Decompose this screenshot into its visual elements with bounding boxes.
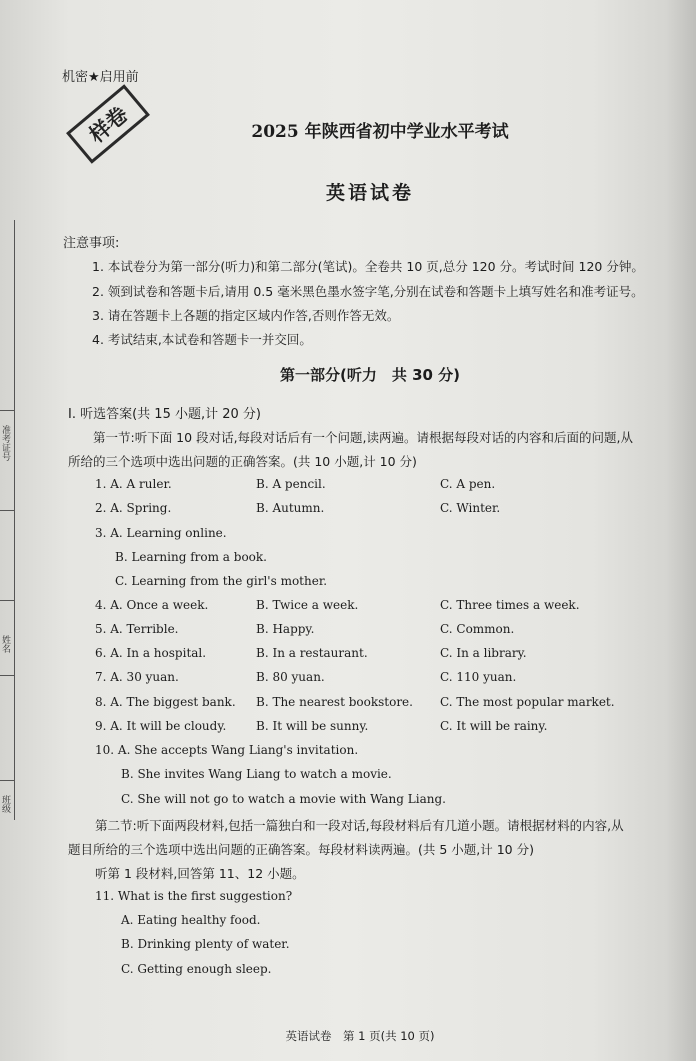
question-option: C. Winter. (440, 501, 501, 515)
question-option: C. Common. (440, 622, 515, 636)
question-option: B. A pencil. (256, 477, 326, 491)
question-option: B. The nearest bookstore. (256, 695, 413, 709)
question-option: B. Autumn. (256, 501, 325, 515)
question-option: B. Happy. (256, 622, 315, 636)
binding-margin (0, 220, 15, 820)
question-option: 9. A. It will be cloudy. (95, 719, 227, 733)
notice-heading: 注意事项: (63, 236, 120, 251)
question-stem: 11. What is the first suggestion? (95, 889, 293, 903)
question-option: B. Learning from a book. (115, 550, 267, 564)
question-option: B. Twice a week. (256, 598, 359, 612)
binding-label-exam-number: 准考证号 (0, 425, 10, 461)
confidential-mark: 机密★启用前 (62, 70, 139, 85)
question-option: C. In a library. (440, 646, 527, 660)
exam-title: 2025 年陕西省初中学业水平考试 (251, 122, 509, 142)
question-option: C. Learning from the girl's mother. (115, 574, 328, 588)
question-option: 3. A. Learning online. (95, 526, 227, 540)
notice-item: 2. 领到试卷和答题卡后,请用 0.5 毫米黑色墨水签字笔,分别在试卷和答题卡上填写姓名和准考证号。 (92, 284, 644, 299)
question-option: 6. A. In a hospital. (95, 646, 207, 660)
page-footer: 英语试卷 第 1 页(共 10 页) (285, 1029, 435, 1043)
question-option: C. The most popular market. (440, 695, 615, 709)
section-title: Ⅰ. 听选答案(共 15 小题,计 20 分) (68, 407, 261, 422)
binding-divider (0, 510, 14, 511)
question-option: C. Three times a week. (440, 598, 580, 612)
section-one-instructions: 所给的三个选项中选出问题的正确答案。(共 10 小题,计 10 分) (68, 454, 417, 469)
binding-label-class: 班级 (0, 795, 10, 813)
binding-label-name: 姓名 (0, 635, 10, 653)
question-option: 2. A. Spring. (95, 501, 172, 515)
material-instruction: 听第 1 段材料,回答第 11、12 小题。 (95, 866, 305, 881)
notice-item: 3. 请在答题卡上各题的指定区域内作答,否则作答无效。 (92, 308, 400, 323)
binding-divider (0, 410, 14, 411)
part-one-title: 第一部分(听力 共 30 分) (279, 366, 461, 384)
question-option: C. A pen. (440, 477, 496, 491)
sample-stamp: 样卷 (66, 84, 150, 163)
notice-item: 4. 考试结束,本试卷和答题卡一并交回。 (92, 332, 312, 347)
section-two-instructions: 题目所给的三个选项中选出问题的正确答案。每段材料读两遍。(共 5 小题,计 10 分) (68, 842, 534, 857)
question-option: B. It will be sunny. (256, 719, 369, 733)
question-option: C. Getting enough sleep. (121, 962, 272, 976)
question-option: B. 80 yuan. (256, 670, 325, 684)
question-option: C. She will not go to watch a movie with Wang Liang. (121, 792, 446, 806)
question-option: 8. A. The biggest bank. (95, 695, 236, 709)
question-option: 1. A. A ruler. (95, 477, 172, 491)
question-option: 4. A. Once a week. (95, 598, 209, 612)
binding-divider (0, 600, 14, 601)
question-option: B. She invites Wang Liang to watch a movie. (121, 767, 392, 781)
question-option: 10. A. She accepts Wang Liang's invitation. (95, 743, 359, 757)
question-option: 7. A. 30 yuan. (95, 670, 179, 684)
section-two-instructions: 第二节:听下面两段材料,包括一篇独白和一段对话,每段材料后有几道小题。请根据材料的内容,从 (95, 818, 624, 833)
section-one-instructions: 第一节:听下面 10 段对话,每段对话后有一个问题,读两遍。请根据每段对话的内容和后面的问题,从 (93, 430, 633, 445)
question-option: C. 110 yuan. (440, 670, 517, 684)
question-option: 5. A. Terrible. (95, 622, 179, 636)
question-option: A. Eating healthy food. (121, 913, 261, 927)
exam-subtitle: 英语试卷 (325, 182, 414, 204)
question-option: C. It will be rainy. (440, 719, 548, 733)
page-edge-shadow (666, 0, 696, 1061)
notice-item: 1. 本试卷分为第一部分(听力)和第二部分(笔试)。全卷共 10 页,总分 120 分。考试时间 120 分钟。 (92, 259, 644, 274)
question-option: B. In a restaurant. (256, 646, 368, 660)
question-option: B. Drinking plenty of water. (121, 937, 290, 951)
binding-divider (0, 675, 14, 676)
binding-divider (0, 780, 14, 781)
